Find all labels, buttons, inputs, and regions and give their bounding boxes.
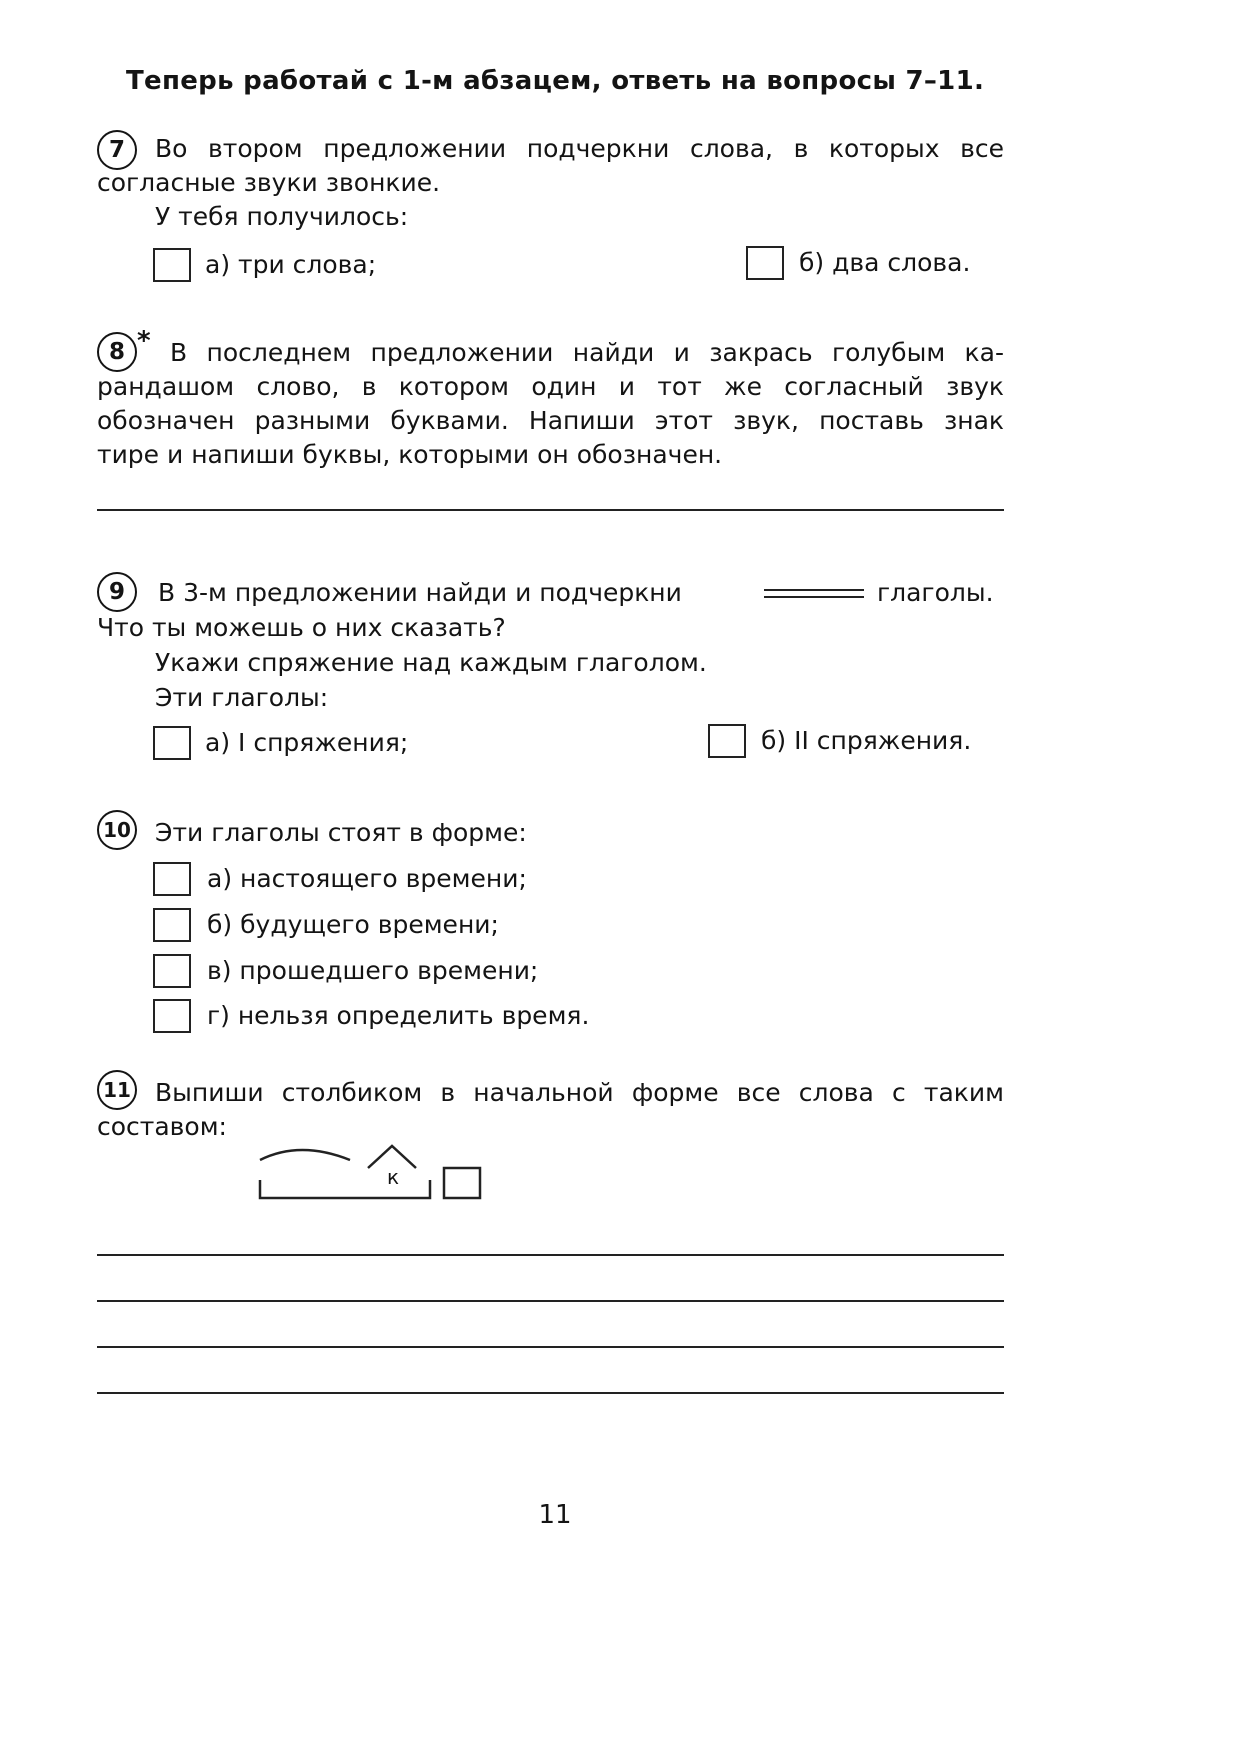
stem-bracket-icon (260, 1180, 430, 1198)
question-8-line2: рандашом слово, в котором один и тот же согласный звук (97, 372, 1004, 401)
question-8-line3: обозначен разными буквами. Напиши этот звук, поставь знак (97, 406, 1004, 435)
question-11-number: 11 (97, 1070, 137, 1110)
question-11-line1: Выпиши столбиком в начальной форме все слова с таким (155, 1078, 1004, 1107)
question-7-number: 7 (97, 130, 137, 170)
word-structure-scheme-icon (250, 1140, 490, 1210)
question-7-checkbox-b[interactable] (746, 246, 784, 280)
page-heading: Теперь работай с 1-м абзацем, ответь на вопросы 7–11. (126, 66, 985, 96)
ending-box-icon (444, 1168, 480, 1198)
question-9-number: 9 (97, 572, 137, 612)
question-10-checkbox-c[interactable] (153, 954, 191, 988)
question-7-option-b: б) два слова. (799, 248, 971, 277)
question-8-star: * (137, 326, 151, 356)
question-8-answer-line[interactable] (97, 509, 1004, 511)
question-10-checkbox-d[interactable] (153, 999, 191, 1033)
question-8-number: 8 (97, 332, 137, 372)
question-9-line4: Эти глаголы: (155, 683, 329, 712)
question-9-checkbox-a[interactable] (153, 726, 191, 760)
question-10-checkbox-b[interactable] (153, 908, 191, 942)
question-10-option-c: в) прошедшего времени; (207, 956, 539, 985)
suffix-letter: к (387, 1165, 400, 1189)
question-8-line4: тире и напиши буквы, которыми он обозначен. (97, 440, 723, 469)
question-7-option-a: а) три слова; (205, 250, 377, 279)
question-10-checkbox-a[interactable] (153, 862, 191, 896)
question-10-option-a: а) настоящего времени; (207, 864, 527, 893)
question-7-prompt: У тебя получилось: (155, 202, 409, 231)
root-arc-icon (260, 1150, 350, 1160)
answer-line-3[interactable] (97, 1346, 1004, 1348)
question-10-number: 10 (97, 810, 137, 850)
question-7-text-line2: согласные звуки звонкие. (97, 168, 441, 197)
question-9-option-b: б) II спряжения. (761, 726, 972, 755)
question-9-line3: Укажи спряжение над каждым глаголом. (155, 648, 707, 677)
question-7-text-line1: Во втором предложении подчеркни слова, в которых все (155, 134, 1004, 163)
question-10-option-b: б) будущего времени; (207, 910, 499, 939)
question-9-line2: Что ты можешь о них сказать? (97, 613, 506, 642)
question-9-option-a: а) I спряжения; (205, 728, 409, 757)
question-9-line1-start: В 3-м предложении найди и подчеркни (158, 578, 682, 607)
question-9-line1-end: глаголы. (877, 578, 994, 607)
question-8-line1: В последнем предложении найди и закрась голубым ка- (170, 338, 1004, 367)
question-11-line2: составом: (97, 1112, 227, 1141)
question-10-option-d: г) нельзя определить время. (207, 1001, 590, 1030)
page-number: 11 (538, 1500, 572, 1530)
answer-line-2[interactable] (97, 1300, 1004, 1302)
question-10-prompt: Эти глаголы стоят в форме: (155, 818, 527, 847)
question-7-checkbox-a[interactable] (153, 248, 191, 282)
answer-line-1[interactable] (97, 1254, 1004, 1256)
answer-line-4[interactable] (97, 1392, 1004, 1394)
question-9-checkbox-b[interactable] (708, 724, 746, 758)
double-underline-icon (764, 588, 864, 600)
